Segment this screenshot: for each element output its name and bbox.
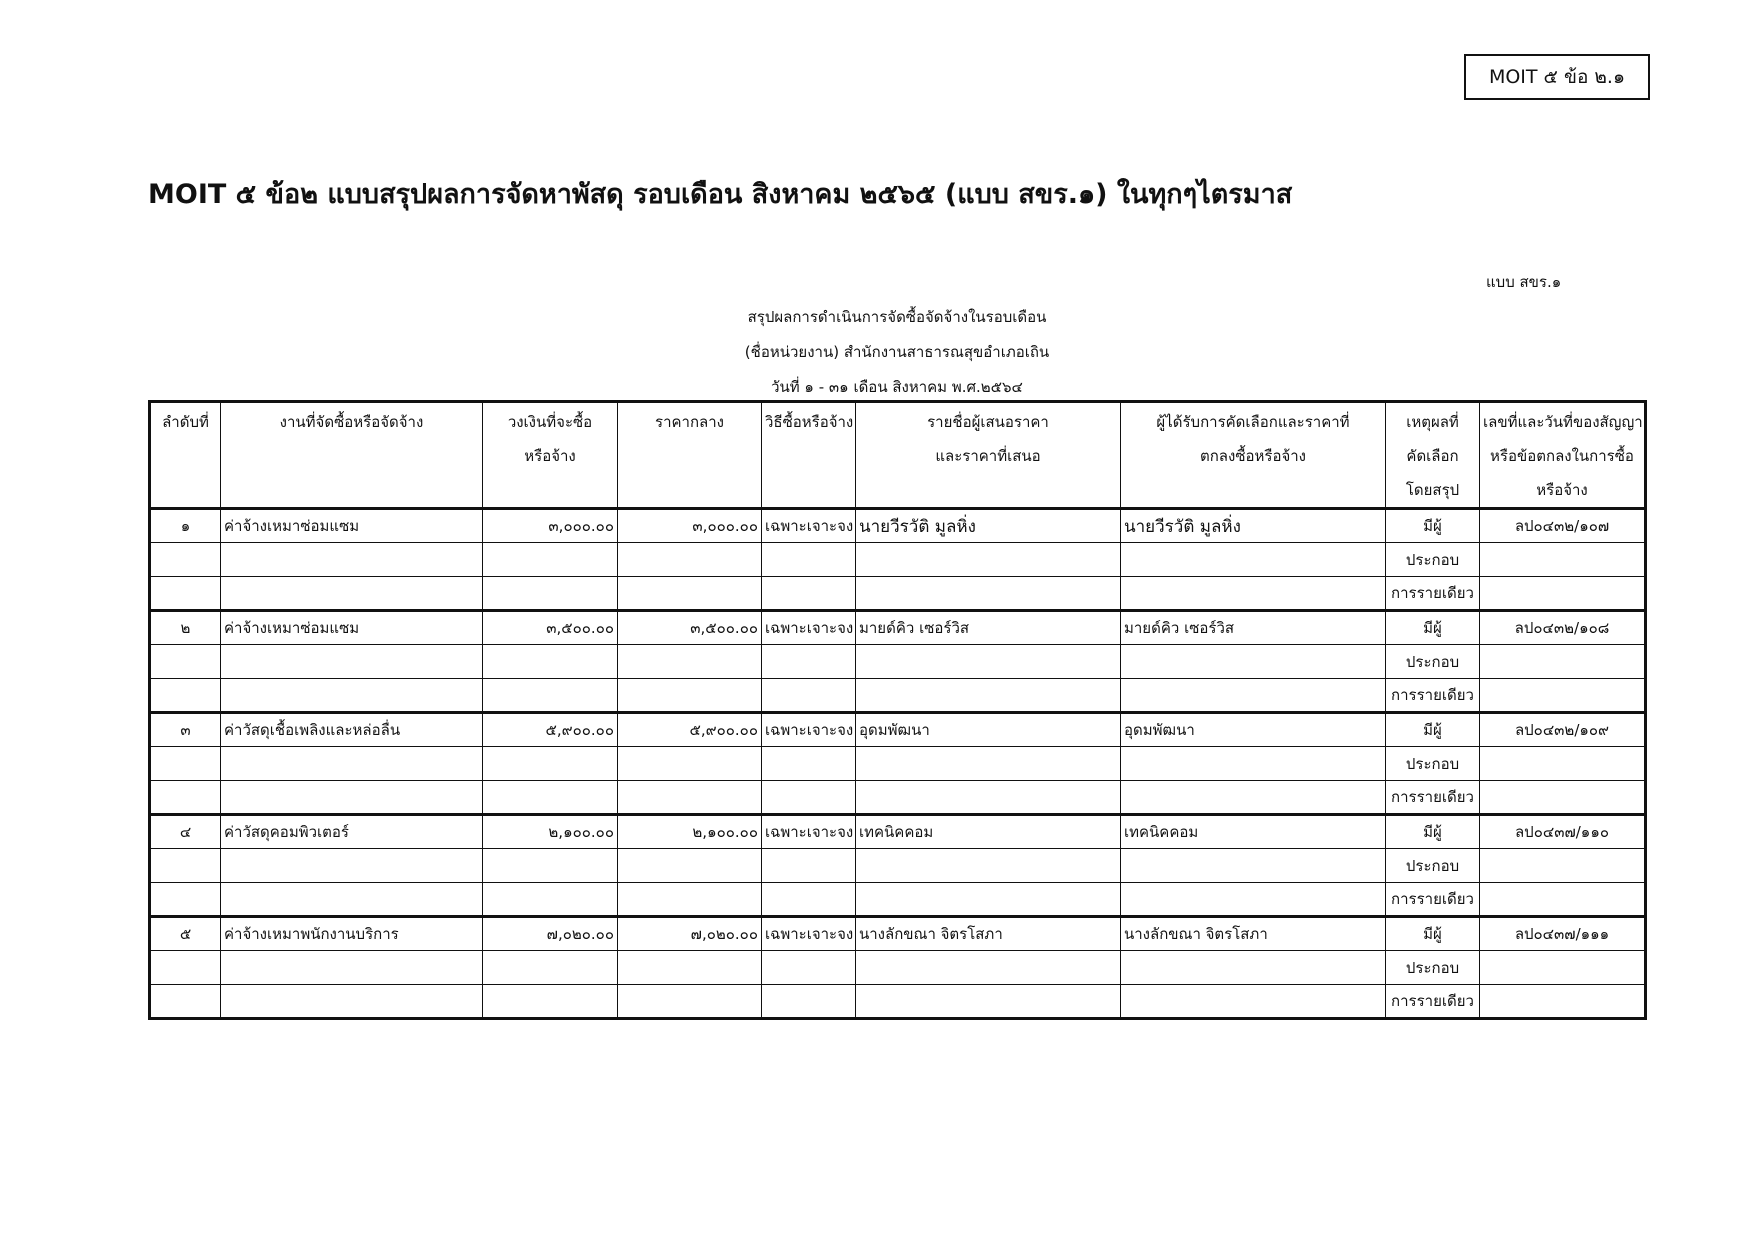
header-line: วิธีซื้อหรือจ้าง <box>765 413 854 431</box>
cell-contract <box>1480 543 1646 577</box>
cell-no <box>150 577 221 611</box>
cell-method <box>762 577 856 611</box>
cell-method <box>762 985 856 1019</box>
cell-median <box>618 679 762 713</box>
header-col-contract <box>1480 402 1646 509</box>
cell-reason: ประกอบ <box>1386 951 1480 985</box>
cell-median: ๒,๑๐๐.๐๐ <box>618 815 762 849</box>
header-col-item <box>221 402 483 509</box>
header-line: งานที่จัดซื้อหรือจัดจ้าง <box>279 413 424 431</box>
cell-no <box>150 883 221 917</box>
cell-bidder <box>856 883 1121 917</box>
cell-bidder <box>856 951 1121 985</box>
cell-no <box>150 849 221 883</box>
table-row <box>150 543 1646 577</box>
header-line: ตกลงซื้อหรือจ้าง <box>1199 447 1307 465</box>
cell-winner <box>1121 883 1386 917</box>
cell-budget: ๓,๐๐๐.๐๐ <box>483 509 618 543</box>
cell-reason: มีผู้ <box>1386 713 1480 747</box>
cell-budget <box>483 747 618 781</box>
cell-bidder <box>856 577 1121 611</box>
cell-bidder <box>856 849 1121 883</box>
header-line: หรือจ้าง <box>524 447 576 465</box>
agency-name: (ชื่อหน่วยงาน) สำนักงานสาธารณสุขอำเภอเถิน <box>744 343 1050 361</box>
cell-reason: การรายเดียว <box>1386 781 1480 815</box>
cell-budget: ๓,๕๐๐.๐๐ <box>483 611 618 645</box>
cell-item <box>221 577 483 611</box>
cell-method <box>762 679 856 713</box>
cell-reason: การรายเดียว <box>1386 679 1480 713</box>
cell-bidder <box>856 543 1121 577</box>
cell-item <box>221 747 483 781</box>
header-col-no <box>150 402 221 509</box>
cell-item <box>221 951 483 985</box>
header-line: ลำดับที่ <box>162 413 209 431</box>
header-line: คัดเลือก <box>1406 447 1459 465</box>
header-col-budget <box>483 402 618 509</box>
header-col-bidders <box>856 402 1121 509</box>
cell-bidder <box>856 747 1121 781</box>
cell-method <box>762 747 856 781</box>
cell-reason: มีผู้ <box>1386 815 1480 849</box>
report-period: วันที่ ๑ - ๓๑ เดือน สิงหาคม พ.ศ.๒๕๖๔ <box>771 378 1023 396</box>
cell-winner <box>1121 645 1386 679</box>
cell-reason: ประกอบ <box>1386 747 1480 781</box>
cell-median: ๕,๙๐๐.๐๐ <box>618 713 762 747</box>
table-row <box>150 611 1646 645</box>
table-body <box>150 509 1646 1019</box>
table-row <box>150 951 1646 985</box>
cell-method <box>762 849 856 883</box>
cell-item <box>221 883 483 917</box>
cell-bidder <box>856 985 1121 1019</box>
cell-item <box>221 849 483 883</box>
cell-winner: นางลักขณา จิตรโสภา <box>1121 917 1386 951</box>
cell-item: ค่าวัสดุคอมพิวเตอร์ <box>221 815 483 849</box>
header-line: หรือข้อตกลงในการซื้อ <box>1490 447 1634 465</box>
header-col-reason <box>1386 402 1480 509</box>
header-line: โดยสรุป <box>1405 481 1460 499</box>
cell-median <box>618 951 762 985</box>
cell-winner: นายวีรวัติ มูลหิ่ง <box>1121 509 1386 543</box>
cell-median <box>618 849 762 883</box>
cell-winner: มายด์คิว เซอร์วิส <box>1121 611 1386 645</box>
cell-bidder <box>856 781 1121 815</box>
cell-reason: มีผู้ <box>1386 509 1480 543</box>
cell-median <box>618 747 762 781</box>
cell-no <box>150 985 221 1019</box>
cell-reason: ประกอบ <box>1386 543 1480 577</box>
cell-no <box>150 781 221 815</box>
cell-reason: ประกอบ <box>1386 849 1480 883</box>
cell-method: เฉพาะเจาะจง <box>762 917 856 951</box>
table-row <box>150 849 1646 883</box>
cell-contract <box>1480 645 1646 679</box>
table-row <box>150 645 1646 679</box>
cell-reason: มีผู้ <box>1386 917 1480 951</box>
cell-item: ค่าจ้างเหมาซ่อมแซม <box>221 611 483 645</box>
cell-reason: การรายเดียว <box>1386 577 1480 611</box>
cell-no: ๔ <box>150 815 221 849</box>
cell-item <box>221 543 483 577</box>
header-col-winner <box>1121 402 1386 509</box>
cell-no: ๓ <box>150 713 221 747</box>
cell-budget <box>483 883 618 917</box>
header-line: ผู้ได้รับการคัดเลือกและราคาที่ <box>1156 413 1350 431</box>
form-code-label: แบบ สขร.๑ <box>1486 273 1562 291</box>
cell-contract <box>1480 849 1646 883</box>
reference-code-box: MOIT ๕ ข้อ ๒.๑ <box>1464 54 1650 100</box>
cell-winner <box>1121 849 1386 883</box>
cell-median <box>618 985 762 1019</box>
cell-budget: ๗,๐๒๐.๐๐ <box>483 917 618 951</box>
cell-method: เฉพาะเจาะจง <box>762 509 856 543</box>
cell-budget: ๒,๑๐๐.๐๐ <box>483 815 618 849</box>
cell-item <box>221 985 483 1019</box>
cell-winner <box>1121 747 1386 781</box>
cell-winner <box>1121 985 1386 1019</box>
cell-median <box>618 781 762 815</box>
cell-contract <box>1480 883 1646 917</box>
cell-contract: ลป๐๔๓๗/๑๑๑ <box>1480 917 1646 951</box>
header-line: เหตุผลที่ <box>1406 413 1459 431</box>
cell-budget <box>483 781 618 815</box>
cell-no: ๕ <box>150 917 221 951</box>
cell-no <box>150 645 221 679</box>
cell-method <box>762 883 856 917</box>
cell-bidder <box>856 679 1121 713</box>
cell-no <box>150 951 221 985</box>
cell-median: ๓,๐๐๐.๐๐ <box>618 509 762 543</box>
cell-winner <box>1121 679 1386 713</box>
header-line: และราคาที่เสนอ <box>935 447 1041 465</box>
cell-contract <box>1480 747 1646 781</box>
cell-contract <box>1480 985 1646 1019</box>
cell-median <box>618 577 762 611</box>
cell-method: เฉพาะเจาะจง <box>762 713 856 747</box>
procurement-table <box>148 400 1647 1020</box>
cell-reason: ประกอบ <box>1386 645 1480 679</box>
header-line: รายชื่อผู้เสนอราคา <box>927 413 1049 431</box>
cell-winner <box>1121 577 1386 611</box>
cell-winner: อุดมพัฒนา <box>1121 713 1386 747</box>
cell-method: เฉพาะเจาะจง <box>762 815 856 849</box>
table-header-row <box>150 402 1646 509</box>
cell-budget: ๕,๙๐๐.๐๐ <box>483 713 618 747</box>
cell-budget <box>483 985 618 1019</box>
table-row <box>150 509 1646 543</box>
cell-contract: ลป๐๔๓๒/๑๐๗ <box>1480 509 1646 543</box>
cell-winner <box>1121 951 1386 985</box>
table-row <box>150 985 1646 1019</box>
cell-median: ๓,๕๐๐.๐๐ <box>618 611 762 645</box>
cell-median: ๗,๐๒๐.๐๐ <box>618 917 762 951</box>
table-row <box>150 917 1646 951</box>
cell-method <box>762 781 856 815</box>
cell-contract: ลป๐๔๓๒/๑๐๙ <box>1480 713 1646 747</box>
report-subtitle: สรุปผลการดำเนินการจัดซื้อจัดจ้างในรอบเดือน <box>747 308 1047 326</box>
header-line: ราคากลาง <box>655 413 724 431</box>
cell-method: เฉพาะเจาะจง <box>762 611 856 645</box>
cell-bidder: อุดมพัฒนา <box>856 713 1121 747</box>
cell-winner: เทคนิคคอม <box>1121 815 1386 849</box>
page-title: MOIT ๕ ข้อ๒ แบบสรุปผลการจัดหาพัสดุ รอบเดือน สิงหาคม ๒๕๖๕ (แบบ สขร.๑) ในทุกๆไตรมาส <box>148 179 1293 210</box>
cell-item <box>221 645 483 679</box>
cell-item: ค่าจ้างเหมาซ่อมแซม <box>221 509 483 543</box>
cell-winner <box>1121 543 1386 577</box>
header-line: วงเงินที่จะซื้อ <box>507 413 593 431</box>
cell-contract: ลป๐๔๓๗/๑๑๐ <box>1480 815 1646 849</box>
cell-item: ค่าวัสดุเชื้อเพลิงและหล่อลื่น <box>221 713 483 747</box>
cell-method <box>762 543 856 577</box>
cell-bidder: มายด์คิว เซอร์วิส <box>856 611 1121 645</box>
cell-no <box>150 747 221 781</box>
cell-budget <box>483 543 618 577</box>
cell-budget <box>483 679 618 713</box>
cell-bidder: นางลักขณา จิตรโสภา <box>856 917 1121 951</box>
cell-no: ๑ <box>150 509 221 543</box>
cell-budget <box>483 849 618 883</box>
cell-median <box>618 543 762 577</box>
table-row <box>150 815 1646 849</box>
cell-item <box>221 679 483 713</box>
cell-no <box>150 543 221 577</box>
header-col-median <box>618 402 762 509</box>
cell-median <box>618 645 762 679</box>
cell-median <box>618 883 762 917</box>
table-row <box>150 747 1646 781</box>
table-row <box>150 713 1646 747</box>
cell-budget <box>483 645 618 679</box>
cell-method <box>762 645 856 679</box>
cell-contract: ลป๐๔๓๒/๑๐๘ <box>1480 611 1646 645</box>
header-col-method <box>762 402 856 509</box>
cell-no: ๒ <box>150 611 221 645</box>
cell-reason: มีผู้ <box>1386 611 1480 645</box>
cell-item <box>221 781 483 815</box>
cell-budget <box>483 577 618 611</box>
cell-bidder <box>856 645 1121 679</box>
table-row <box>150 679 1646 713</box>
cell-item: ค่าจ้างเหมาพนักงานบริการ <box>221 917 483 951</box>
cell-reason: การรายเดียว <box>1386 985 1480 1019</box>
cell-contract <box>1480 679 1646 713</box>
table-row <box>150 781 1646 815</box>
cell-contract <box>1480 781 1646 815</box>
cell-reason: การรายเดียว <box>1386 883 1480 917</box>
table-row <box>150 577 1646 611</box>
cell-bidder: นายวีรวัติ มูลหิ่ง <box>856 509 1121 543</box>
cell-budget <box>483 951 618 985</box>
cell-contract <box>1480 951 1646 985</box>
table-row <box>150 883 1646 917</box>
header-line: เลขที่และวันที่ของสัญญา <box>1483 413 1643 431</box>
cell-winner <box>1121 781 1386 815</box>
cell-contract <box>1480 577 1646 611</box>
header-line: หรือจ้าง <box>1536 481 1588 499</box>
cell-no <box>150 679 221 713</box>
cell-method <box>762 951 856 985</box>
cell-bidder: เทคนิคคอม <box>856 815 1121 849</box>
